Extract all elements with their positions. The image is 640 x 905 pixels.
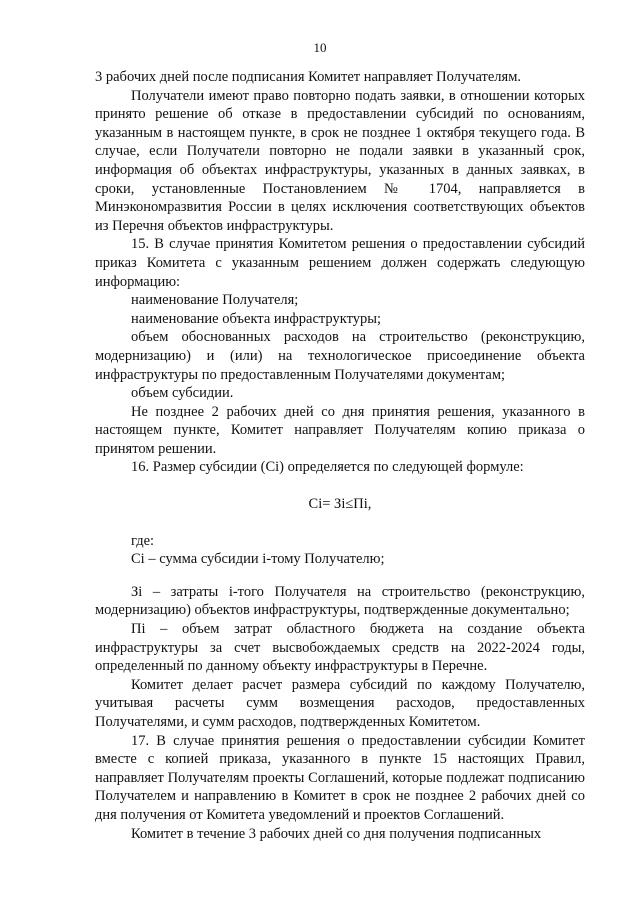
page-number: 10 [313,40,327,55]
paragraph-calculation: Комитет делает расчет размера субсидий по каждому Получателю, учитывая расчеты сумм возмещения расходов, предоставленных Получателями, и сумм расходов, подтвержденных Комитетом. [95,676,585,730]
formula-definition-z: Зi – затраты i-того Получателя на строительство (реконструкцию, модернизацию) объектов инфраструктуры, подтвержденные документально; [95,583,585,619]
formula-definition-c: Сi – сумма субсидии i-тому Получателю; [131,551,385,568]
paragraph-order-copy: Не позднее 2 рабочих дней со дня принятия решения, указанного в настоящем пункте, Комитет направляет Получателям копию приказа о принятом решении. [95,403,585,457]
document-body [95,68,585,843]
subsidy-formula: Сi= Зi≤Пi, [308,496,372,513]
list-item-recipient-name: наименование Получателя; [131,292,299,309]
formula-definition-p: Пi – объем затрат областного бюджета на создание объекта инфраструктуры за счет высвобождаемых средств на 2022-2024 годы, определенный по данному объекту инфраструктуры в Перечне. [95,621,585,675]
formula-where-label: где: [131,532,155,549]
paragraph-item-17: 17. В случае принятия решения о предоставлении субсидии Комитет вместе с копией приказа, указанного в пункте 15 настоящих Правил, направляет Получателям проекты Соглашений, которые подлежат подписанию Получателем и направлению в Комитет в срок не позднее 2 рабочих дней со дня получения от Комитета уведомлений и проектов Соглашений. [95,732,585,823]
paragraph-item-16: 16. Размер субсидии (Сi) определяется по следующей формуле: [131,459,524,476]
paragraph-resubmission: Получатели имеют право повторно подать заявки, в отношении которых принято решение об отказе в предоставлении субсидий по основаниям, указанным в настоящем пункте, в срок не позднее 1 октября текущего года. В случае, если Получатели повторно не подали заявки в указанный срок, информация об объектах инфраструктуры, указанных в данных заявках, в сроки, установленные Постановлением № 1704, направляется в Минэкономразвития России в целях исключения соответствующих объектов из Перечня объектов инфраструктуры. [95,87,585,234]
paragraph-item-15: 15. В случае принятия Комитетом решения о предоставлении субсидий приказ Комитета с указанным решением должен содержать следующую информацию: [95,236,585,290]
paragraph-continuation: 3 рабочих дней после подписания Комитет направляет Получателям. [95,69,522,85]
list-item-subsidy-volume: объем субсидии. [131,385,234,402]
paragraph-signed-agreements: Комитет в течение 3 рабочих дней со дня получения подписанных [131,825,542,842]
list-item-expense-volume: объем обоснованных расходов на строительство (реконструкцию, модернизацию) и (или) на технологическое присоединение объекта инфраструктуры по предоставленным Получателями документам; [95,329,585,383]
list-item-object-name: наименование объекта инфраструктуры; [131,310,382,327]
